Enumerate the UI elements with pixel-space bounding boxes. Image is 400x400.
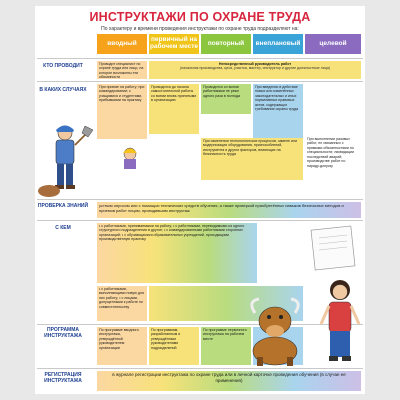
paper-document-illustration [307, 224, 361, 272]
cases-primary-block: Проводится до начала самостоятельной работы со всеми вновь принятыми в организацию [149, 84, 199, 134]
woman-figure-illustration [317, 276, 363, 368]
with-list-block: • с работниками, принимаемыми на работу; • с работниками, переводимыми из одного структурного подразделения в другое; • с командированными работниками сторонних организаций; • с обучающимися образовательных учреждений, проходящими производственную практику [97, 223, 257, 283]
who-manager-note: (начальник производства, цеха, участка, мастер, инструктор и другие должностные лица) [179, 66, 331, 71]
row-divider [37, 199, 363, 200]
column-header-introductory: вводный [97, 34, 147, 54]
row-label-program: ПРОГРАММА ИНСТРУКТАЖА [44, 327, 82, 339]
program-primary-block: По программам, разработанным и утверждённым руководителями подразделений [149, 327, 199, 365]
column-header-unplanned: внеплановый [253, 34, 303, 54]
program-introductory-block: По программе вводного инструктажа, утверждённой руководителем организации [97, 327, 147, 365]
row-label-with: С КЕМ [55, 225, 71, 231]
poster-title: ИНСТРУКТАЖИ ПО ОХРАНЕ ТРУДА [89, 10, 311, 24]
row-label-who: КТО ПРОВОДИТ [43, 63, 83, 69]
column-header-repeat: повторный [201, 34, 251, 54]
cases-equipment-block: При изменении технологических процессов, замене или модернизации оборудования, приспособлений, инструмента и других факторов, влияющих на безопасность труда [201, 138, 303, 180]
column-header-primary: первичный на рабочем месте [149, 34, 199, 54]
cases-targeted-block: При выполнении разовых работ, не связанных с прямыми обязанностями по специальности; ликвидации последствий аварий; производстве работ по наряду-допуску [305, 136, 361, 191]
cases-unplanned-block: При введении в действие новых или изменённых законодательных и иных нормативных правовых актов, содержащих требования охраны труда [253, 84, 303, 179]
bull-illustration [245, 291, 315, 366]
poster [35, 6, 365, 394]
who-introductory-block: Проводит специалист по охране труда или лицо, на которое возложены эти обязанности [97, 61, 147, 79]
row-divider [37, 81, 363, 82]
row-label-register: РЕГИСТРАЦИЯ ИНСТРУКТАЖА [44, 372, 82, 384]
row-divider [37, 58, 363, 59]
register-block: в журнале регистрации инструктажа по охране труда или в личной карточке проведения обучения (в случае ее применения) [97, 371, 361, 391]
who-manager-title: Непосредственный руководитель работ [218, 62, 292, 66]
row-divider [37, 220, 363, 221]
check-knowledge-block: устным опросом или с помощью технических средств обучения, а также проверкой приобретённых навыков безопасных методов и приемов работ лицом, проводившим инструктаж [97, 202, 361, 218]
program-repeat-block: По программе первичного инструктажа на рабочем месте [201, 327, 251, 365]
row-label-cases: В КАКИХ СЛУЧАЯХ [39, 87, 87, 93]
cases-repeat-block: Проводится со всеми работниками не реже одного раза в полгода [201, 84, 251, 114]
worker-with-shovel-illustration [37, 121, 93, 199]
poster-subtitle: По характеру и времени проведения инструктажи по охране труда подразделяют на: [101, 26, 299, 32]
helmet-worker-small-illustration [115, 144, 145, 170]
column-header-targeted: целевой [305, 34, 361, 54]
with-note-block: • с работниками, выполняющими новую для них работу; • с лицами, допущенными к работе по совместительству [97, 286, 147, 321]
cases-introductory-block: При приеме на работу; при командировании; с учащимися и студентами, прибывшими на практику [97, 84, 147, 139]
row-divider [37, 368, 363, 369]
who-manager-block [149, 61, 361, 79]
row-label-check: ПРОВЕРКА ЗНАНИЙ [37, 203, 89, 209]
